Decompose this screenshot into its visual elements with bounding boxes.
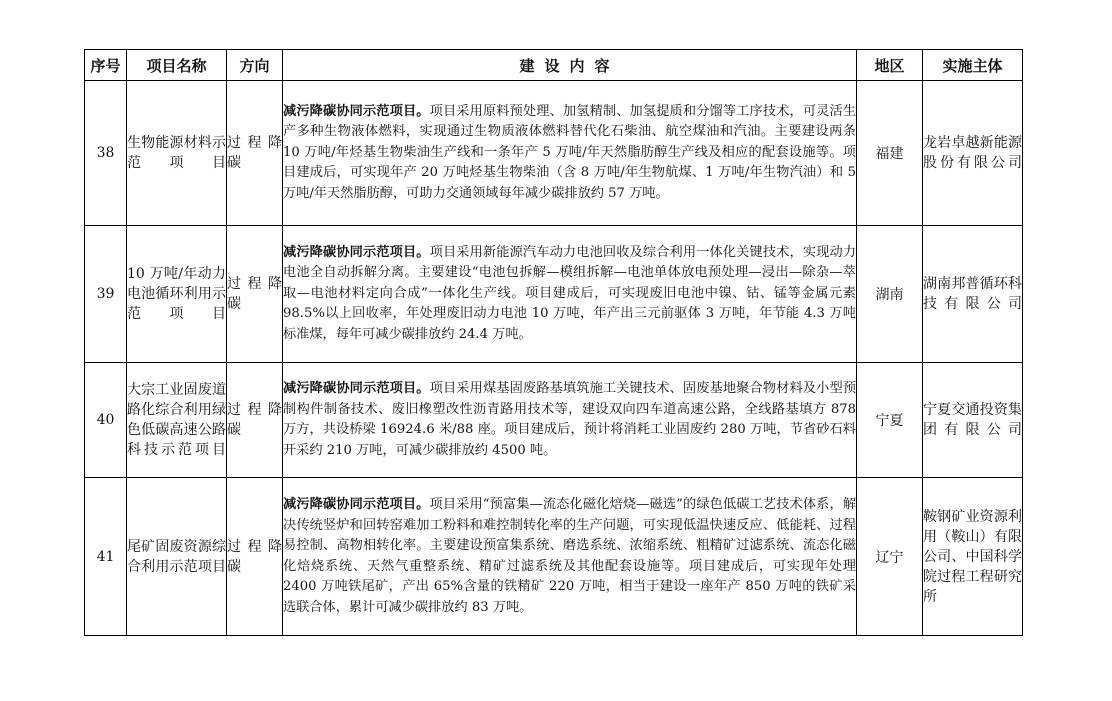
row-no: 38	[85, 81, 127, 226]
row-content	[283, 363, 857, 478]
row-entity: 湖南邦普循环科技有限公司	[923, 226, 1023, 363]
row-name: 10 万吨/年动力电池循环利用示范项目	[127, 226, 227, 363]
row-content	[283, 226, 857, 363]
row-content-body: 项目采用“预富集—流态化磁化焙烧—磁选”的绿色低碳工艺技术体系，解决传统竖炉和回转窑难加工粉料和难控制转化率的生产问题，可实现低温快速反应、低能耗、过程易控制、高物相转化率。主要建设预富集系统、磨选系统、浓缩系统、粗精矿过滤系统、流态化磁化焙烧系统、天然气重整系统、精矿过滤系统及其他配套设施等。项目建成后，可实现年处理 2400 万吨铁尾矿，产出 65%含量的铁精矿 220 万吨，相当于建设一座年产 850 万吨的铁矿采选联合体，累计可减少碳排放约 83 万吨。	[283, 497, 857, 615]
row-region: 湖南	[857, 226, 923, 363]
table-row	[85, 363, 1023, 478]
row-name: 生物能源材料示范项目	[127, 81, 227, 226]
row-name: 尾矿固废资源综合利用示范项目	[127, 478, 227, 636]
row-content-body: 项目采用原料预处理、加氢精制、加氢提质和分馏等工序技术，可灵活生产多种生物液体燃料，实现通过生物质液体燃料替代化石柴油、航空煤油和汽油。主要建设两条 10 万吨/年烃基生物柴油生产线和一条年产 5 万吨/年天然脂肪醇生产线及相应的配套设施等。项目建成后，可实现年产 20 万吨烃基生物柴油（含 8 万吨/年生物航煤、1 万吨/年生物汽油）和 5 万吨/年天然脂肪醇，可助力交通领域每年减少碳排放约 57 万吨。	[283, 103, 857, 201]
row-content-body: 项目采用新能源汽车动力电池回收及综合利用一体化关键技术，实现动力电池全自动拆解分离。主要建设“电池包拆解—模组拆解—电池单体放电预处理—浸出—除杂—萃取—电池材料定向合成”一体化生产线。项目建成后，可实现废旧电池中镍、钴、锰等金属元素 98.5%以上回收率，年处理废旧动力电池 10 万吨，年产出三元前驱体 3 万吨，年节能 4.3 万吨标准煤，每年可减少碳排放约 24.4 万吨。	[283, 244, 857, 342]
row-entity: 宁夏交通投资集团有限公司	[923, 363, 1023, 478]
row-region: 辽宁	[857, 478, 923, 636]
row-direction: 过程降碳	[227, 81, 283, 226]
row-content-lead: 减污降碳协同示范项目。	[283, 381, 430, 396]
header-region: 地区	[857, 50, 923, 81]
row-content	[283, 81, 857, 226]
row-direction: 过程降碳	[227, 363, 283, 478]
row-entity: 龙岩卓越新能源股份有限公司	[923, 81, 1023, 226]
row-direction: 过程降碳	[227, 226, 283, 363]
row-no: 39	[85, 226, 127, 363]
header-no: 序号	[85, 50, 127, 81]
table-row	[85, 81, 1023, 226]
table-row	[85, 478, 1023, 636]
row-content-lead: 减污降碳协同示范项目。	[283, 103, 430, 119]
row-content-body: 项目采用煤基固废路基填筑施工关键技术、固废基地聚合物材料及小型预制构件制备技术、废旧橡塑改性沥青路用技术等，建设双向四车道高速公路，全线路基填方 878 万方，共设桥梁 16924.6 米/88 座。项目建成后，预计将消耗工业固废约 280 万吨，节省砂石料开采约 210 万吨，可减少碳排放约 4500 吨。	[283, 381, 857, 458]
row-content	[283, 478, 857, 636]
row-no: 41	[85, 478, 127, 636]
row-direction: 过程降碳	[227, 478, 283, 636]
row-region: 宁夏	[857, 363, 923, 478]
header-name: 项目名称	[127, 50, 227, 81]
row-content-lead: 减污降碳协同示范项目。	[283, 497, 430, 512]
header-entity: 实施主体	[923, 50, 1023, 81]
table-row	[85, 226, 1023, 363]
header-content: 建设内容	[283, 50, 857, 81]
row-name: 大宗工业固废道路化综合利用绿色低碳高速公路科技示范项目	[127, 363, 227, 478]
row-no: 40	[85, 363, 127, 478]
row-region: 福建	[857, 81, 923, 226]
project-table	[84, 49, 1023, 636]
row-entity: 鞍钢矿业资源利用（鞍山）有限公司、中国科学院过程工程研究所	[923, 478, 1023, 636]
header-direction: 方向	[227, 50, 283, 81]
table-header-row	[85, 50, 1023, 81]
row-content-lead: 减污降碳协同示范项目。	[283, 244, 430, 260]
